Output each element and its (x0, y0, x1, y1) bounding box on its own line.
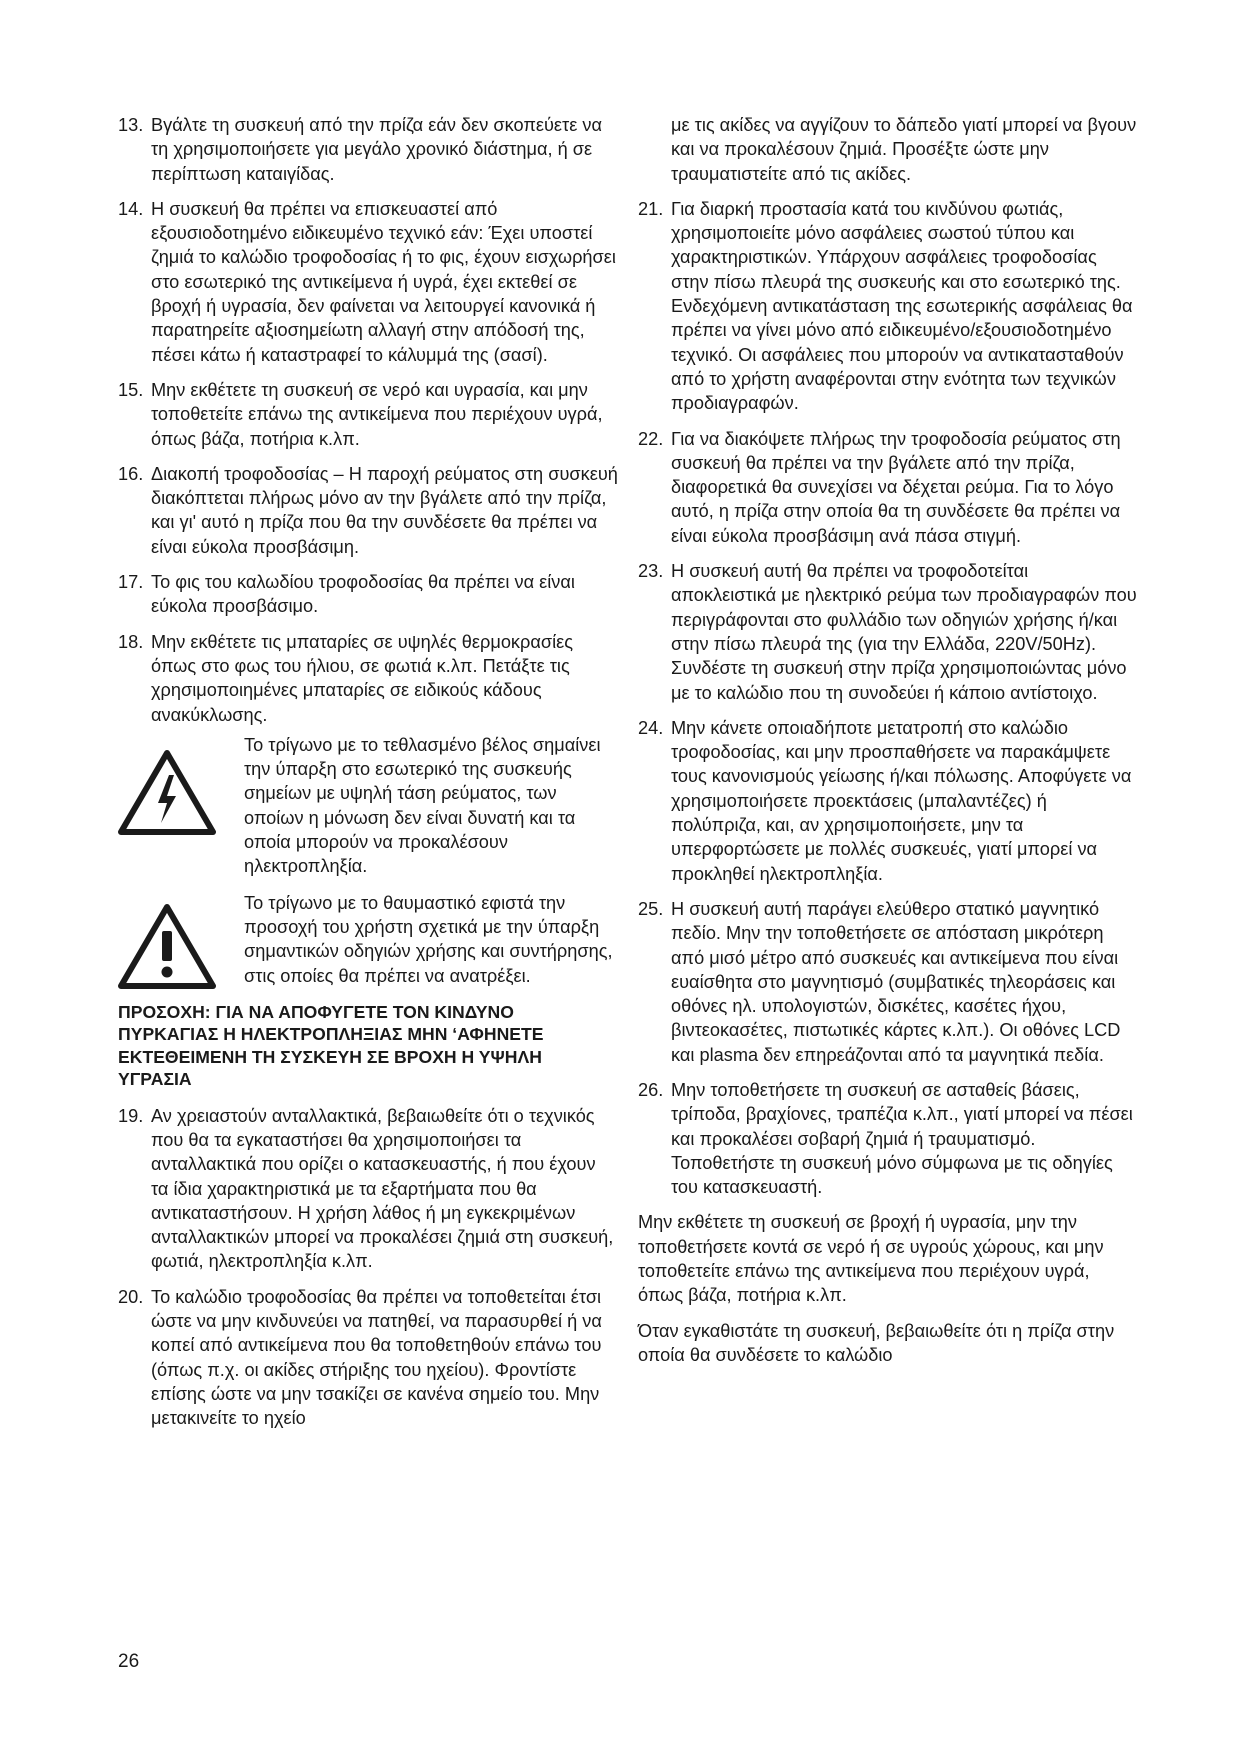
lightning-warning-triangle-icon (118, 733, 244, 879)
paragraph: Όταν εγκαθιστάτε τη συσκευή, βεβαιωθείτε ότι η πρίζα στην οποία θα συνδέσετε το καλώδιο (638, 1320, 1115, 1365)
item-text: Διακοπή τροφοδοσίας – Η παροχή ρεύματος στη συσκευή διακόπτεται πλήρως μόνο αν την βγάλετε από την πρίζα, και γι' αυτό η πρίζα που θα την συνδέσετε θα πρέπει να είναι εύκολα προσβάσιμη. (151, 463, 618, 557)
exclamation-warning-triangle-icon (118, 891, 244, 989)
item-text: Μην τοποθετήσετε τη συσκευή σε ασταθείς βάσεις, τρίποδα, βραχίονες, τραπέζια κ.λπ., γιατί μπορεί να πέσει και προκαλέσει σοβαρή ζημιά ή τραυματισμό. Τοποθετήστε τη συσκευή μόνο σύμφωνα με τις οδηγίες του κατασκευαστή. (671, 1079, 1133, 1198)
item-number: 15. (118, 379, 144, 400)
paragraph: Μην εκθέτετε τη συσκευή σε βροχή ή υγρασία, μην την τοποθετήσετε κοντά σε νερό ή σε υγρούς χώρους, και μην τοποθετείτε επάνω της αντικείμενα που περιέχουν υγρά, όπως βάζα, ποτήρια κ.λπ. (638, 1212, 1104, 1306)
lightning-warning-text: Το τρίγωνο με το τεθλασμένο βέλος σημαίνει την ύπαρξη στο εσωτερικό της συσκευής σημείων με υψηλή τάση ρεύματος, των οποίων η μόνωση δεν είναι δυνατή και τα οποία μπορούν να προκαλέσουν ηλεκτροπληξία. (244, 734, 601, 877)
item-number: 21. (638, 198, 664, 219)
item-number: 24. (638, 717, 664, 738)
item-text: Το καλώδιο τροφοδοσίας θα πρέπει να τοποθετείται έτσι ώστε να μην κινδυνεύει να πατηθεί, να παρασυρθεί ή να κοπεί από αντικείμενα που θα τοποθετηθούν επάνω του (όπως π.χ. οι ακίδες στήριξης του ηχείου). Φροντίστε επίσης ώστε να μην τσακίζει σε κανένα σημείο του. Μην μετακινείτε το ηχείο (151, 1286, 602, 1429)
list-item (118, 570, 618, 619)
list-item (118, 462, 618, 559)
item-number: 26. (638, 1079, 664, 1100)
list-item (118, 1285, 618, 1431)
item-text: Μην εκθέτετε τη συσκευή σε νερό και υγρασία, και μην τοποθετείτε επάνω της αντικείμενα που περιέχουν υγρά, όπως βάζα, ποτήρια κ.λπ. (151, 379, 603, 449)
exclamation-warning (118, 891, 618, 989)
lightning-warning (118, 733, 618, 879)
item-number: 14. (118, 198, 144, 219)
item-number-spacer (638, 113, 671, 186)
caution-heading: ΠΡΟΣΟΧΗ: ΓΙΑ ΝΑ ΑΠΟΦΥΓΕΤΕ ΤΟΝ ΚΙΝΔΥΝΟ ΠΥΡΚΑΓΙΑΣ Η ΗΛΕΚΤΡΟΠΛΗΞΙΑΣ ΜΗΝ ‘ΑΦΗΝΕΤΕ ΕΚΤΕΘΕΙΜΕΝΗ ΤΗ ΣΥΣΚΕΥΗ ΣΕ ΒΡΟΧΗ Η ΥΨΗΛΗ ΥΓΡΑΣΙΑ (118, 1001, 544, 1090)
item-number: 16. (118, 463, 144, 484)
item-number: 22. (638, 428, 664, 449)
item-text: Για διαρκή προστασία κατά του κινδύνου φωτιάς, χρησιμοποιείτε μόνο ασφάλειες σωστού τύπου και χαρακτηριστικών. Υπάρχουν ασφάλειες τροφοδοσίας στην πίσω πλευρά της συσκευής και στο εσωτερικό της. Ενδεχόμενη αντικατάσταση της εσωτερικής ασφάλειας θα πρέπει να γίνει μόνο από ειδικευμένο/εξουσιοδοτημένο τεχνικό. Οι ασφάλειες που μπορούν να αντικατασταθούν από το χρήστη αναφέρονται στην ενότητα των τεχνικών προδιαγραφών. (671, 198, 1133, 414)
item-text: Μην κάνετε οποιαδήποτε μετατροπή στο καλώδιο τροφοδοσίας, και μην προσπαθήσετε να παρακάμψετε τους κανονισμούς γείωσης ή/και πόλωσης. Αποφύγετε να χρησιμοποιήσετε προεκτάσεις (μπαλαντέζες) ή πολύπριζα, και, αν χρησιμοποιήσετε, μην τα υπερφορτώσετε με πολλές συσκευές, γιατί μπορεί να προκληθεί ηλεκτροπληξία. (671, 717, 1132, 884)
list-item-continuation (638, 113, 1138, 186)
item-text: Το φις του καλωδίου τροφοδοσίας θα πρέπει να είναι εύκολα προσβάσιμο. (151, 572, 575, 617)
item-text: Η συσκευή αυτή παράγει ελεύθερο στατικό μαγνητικό πεδίο. Μην την τοποθετήσετε σε απόσταση μικρότερη από μισό μέτρο από συσκευές και αντικείμενα που είναι ευαίσθητα στο μαγνητισμό (συμβατικές τηλεοράσεις και οθόνες ηλ. υπολογιστών, δισκέτες, κασέτες ήχου, βιντεοκασέτες, πιστωτικές κάρτες κ.λπ.). Οι οθόνες LCD και plasma δεν επηρεάζονται από τα μαγνητικά πεδία. (671, 898, 1121, 1065)
item-text: με τις ακίδες να αγγίζουν το δάπεδο γιατί μπορεί να βγουν και να προκαλέσουν ζημιά. Προσέξτε ώστε μην τραυματιστείτε από τις ακίδες. (671, 115, 1137, 184)
list-item (638, 897, 1138, 1067)
item-number: 17. (118, 572, 144, 593)
list-item (638, 427, 1138, 548)
list-item (638, 1078, 1138, 1199)
item-number: 23. (638, 561, 664, 582)
item-text: Μην εκθέτετε τις μπαταρίες σε υψηλές θερμοκρασίες όπως στο φως του ήλιου, σε φωτιά κ.λπ. Πετάξτε τις χρησιμοποιημένες μπαταρίες σε ειδικούς κάδους ανακύκλωσης. (151, 631, 574, 725)
list-item (638, 559, 1138, 705)
item-text: Βγάλτε τη συσκευή από την πρίζα εάν δεν σκοπεύετε να τη χρησιμοποιήσετε για μεγάλο χρονικό διάστημα, ή σε περίπτωση καταιγίδας. (151, 115, 602, 184)
exclamation-warning-text: Το τρίγωνο με το θαυμαστικό εφιστά την προσοχή του χρήστη σχετικά με την ύπαρξη σημαντικών οδηγιών χρήσης και συντήρησης, στις οποίες θα πρέπει να ανατρέξει. (244, 892, 613, 986)
list-item (118, 113, 618, 186)
item-number: 18. (118, 631, 144, 652)
list-item (638, 716, 1138, 886)
item-text: Η συσκευή αυτή θα πρέπει να τροφοδοτείται αποκλειστικά με ηλεκτρικό ρεύμα των προδιαγραφών που περιγράφονται στο φυλλάδιο των οδηγιών χρήσης ή/και στην πίσω πλευρά της (για την Ελλάδα, 220V/50Hz). Συνδέστε τη συσκευή στην πρίζα χρησιμοποιώντας μόνο με το καλώδιο που τη συνοδεύει ή κάποιο αντίστοιχο. (671, 561, 1137, 703)
list-item (118, 197, 618, 367)
item-text: Για να διακόψετε πλήρως την τροφοδοσία ρεύματος στη συσκευή θα πρέπει να την βγάλετε από την πρίζα, διαφορετικά θα συνεχίσει να δέχεται ρεύμα. Για το λόγο αυτό, η πρίζα στην οποία θα τη συνδέσετε θα πρέπει να είναι εύκολα προσβάσιμη ανά πάσα στιγμή. (671, 428, 1121, 546)
right-column (638, 113, 1138, 1378)
left-column (118, 113, 618, 1441)
item-number: 19. (118, 1105, 144, 1126)
page-number: 26 (118, 1651, 140, 1672)
list-item (118, 1104, 618, 1274)
item-number: 20. (118, 1286, 144, 1307)
list-item (638, 197, 1138, 416)
item-text: Αν χρειαστούν ανταλλακτικά, βεβαιωθείτε ότι ο τεχνικός που θα τα εγκαταστήσει θα χρησιμοποιήσει τα ανταλλακτικά που ορίζει ο κατασκευαστής, ή που έχουν τα ίδια χαρακτηριστικά με τα εξαρτήματα που θα αντικαταστήσουν. Η χρήση λάθος ή μη εγκεκριμένων ανταλλακτικών μπορεί να προκαλέσει ζημιά στη συσκευή, φωτιά, ηλεκτροπληξία κ.λπ. (151, 1105, 614, 1272)
item-number: 13. (118, 115, 144, 135)
item-number: 25. (638, 898, 664, 919)
list-item (118, 630, 618, 727)
list-item (118, 378, 618, 451)
item-text: Η συσκευή θα πρέπει να επισκευαστεί από εξουσιοδοτημένο ειδικευμένο τεχνικό εάν: Έχει υποστεί ζημιά το καλώδιο τροφοδοσίας ή το φις, έχουν εισχωρήσει στο εσωτερικό της αντικείμενα ή υγρά, έχει εκτεθεί σε βροχή ή υγρασία, δεν φαίνεται να λειτουργεί κανονικά ή παρατηρείτε αξιοσημείωτη αλλαγή στην απόδοσή της, πέσει κάτω ή καταστραφεί το κάλυμμά της (σασί). (151, 198, 616, 365)
